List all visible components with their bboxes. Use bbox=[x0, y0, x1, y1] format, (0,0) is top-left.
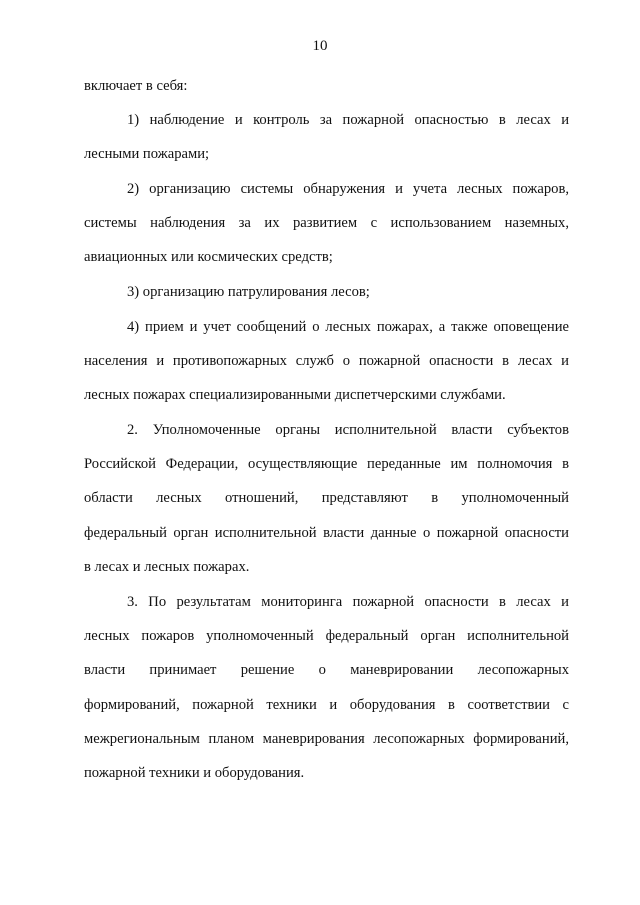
text-line: 4) прием и учет сообщений о лесных пожарах, а также оповещение bbox=[127, 319, 569, 335]
text-line: межрегиональным планом маневрирования лесопожарных формирований, bbox=[84, 731, 569, 747]
text-line: 2. Уполномоченные органы исполнительной власти субъектов bbox=[127, 422, 569, 438]
text-line: 3. По результатам мониторинга пожарной опасности в лесах и bbox=[127, 594, 569, 610]
text-line: 1) наблюдение и контроль за пожарной опасностью в лесах и bbox=[127, 112, 569, 128]
text-line: Российской Федерации, осуществляющие переданные им полномочия в bbox=[84, 456, 569, 472]
text-line: в лесах и лесных пожарах. bbox=[84, 559, 250, 575]
text-line: власти принимает решение о маневрировании лесопожарных bbox=[84, 662, 569, 678]
text-line: федеральный орган исполнительной власти данные о пожарной опасности bbox=[84, 525, 569, 541]
text-line: авиационных или космических средств; bbox=[84, 249, 333, 265]
text-line: лесных пожаров уполномоченный федеральный орган исполнительной bbox=[84, 628, 569, 644]
text-line: населения и противопожарных служб о пожарной опасности в лесах и bbox=[84, 353, 569, 369]
text-line: 2) организацию системы обнаружения и учета лесных пожаров, bbox=[127, 181, 569, 197]
text-line: лесных пожарах специализированными диспетчерскими службами. bbox=[84, 387, 506, 403]
text-line: системы наблюдения за их развитием с использованием наземных, bbox=[84, 215, 569, 231]
text-line: пожарной техники и оборудования. bbox=[84, 765, 305, 781]
text-line: области лесных отношений, представляют в уполномоченный bbox=[84, 490, 569, 506]
text-line: лесными пожарами; bbox=[84, 146, 210, 162]
text-line: формирований, пожарной техники и оборудования в соответствии с bbox=[84, 697, 569, 713]
text-line: включает в себя: bbox=[84, 78, 188, 94]
page-number: 10 bbox=[312, 38, 328, 54]
text-line: 3) организацию патрулирования лесов; bbox=[127, 284, 370, 300]
